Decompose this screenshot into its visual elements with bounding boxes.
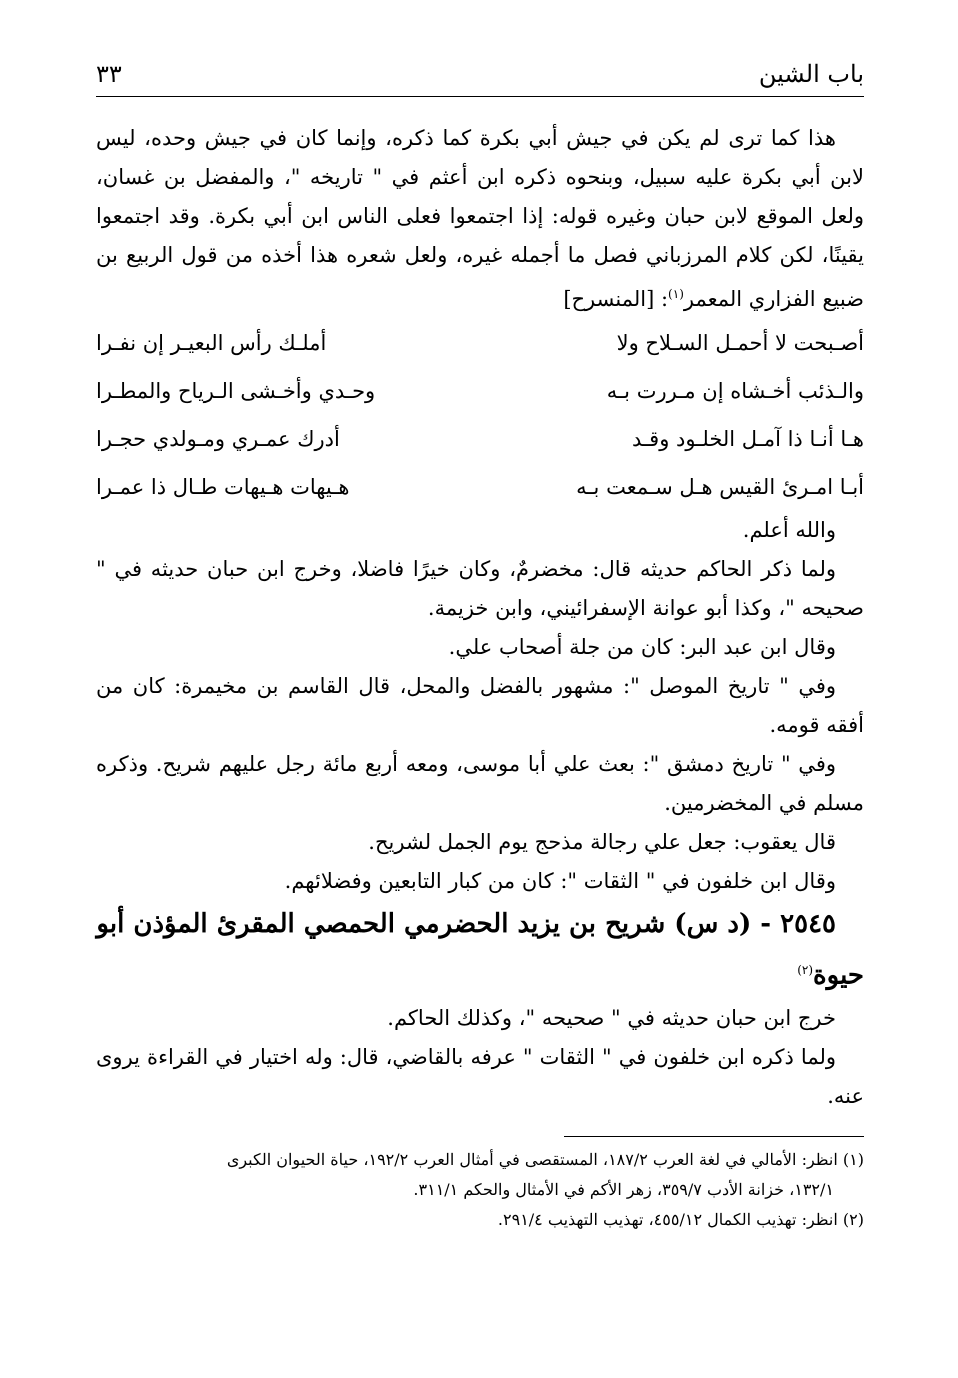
poem-verse — [96, 319, 864, 367]
footnote-1-line-1: (١) انظر: الأمالي في لغة العرب ١٨٧/٢، المستقصى في أمثال العرب ١٩٢/٢، حياة الحيوان الكبرى — [226, 1149, 864, 1169]
verse-first-hemistich: أبـا امـرئ القيس هـل سـمعت بـه — [576, 475, 864, 499]
footnotes — [96, 1145, 864, 1235]
paragraph-10: ولما ذكره ابن خلفون في " الثقات " عرفه بالقاضي، قال: وله اختيار في القراءة يروى عنه. — [96, 1044, 864, 1108]
biography-entry-heading — [96, 901, 864, 999]
poem-verse — [96, 463, 864, 511]
verse-first-hemistich: هـا أنـا ذا آمـل الخلـود وقـد — [631, 427, 864, 451]
paragraph-1-text: هذا كما ترى لم يكن في جيش أبي بكرة كما ذكره، وإنما كان في جيش وحده، ليس لابن أبي بكرة عليه سبيل، وبنحوه ذكره ابن أعثم في " تاريخه "، والمفضل بن غسان، ولعل الموقع لابن حبان وغيره قوله: إذا اجتمعوا فعلى الناس ابن أبي بكرة. وقد اجتمعوا يقينًا، لكن كلام المرزباني فصل ما أجمله غيره، ولعل شعره هذا أخذه من قول الربيع بن ضبيع الفزاري المعمر — [96, 126, 864, 311]
paragraph-8: وقال ابن خلفون في " الثقات ": كان من كبار التابعين وفضلائهم. — [284, 869, 836, 893]
poem — [96, 319, 864, 511]
page-body — [96, 119, 864, 1116]
poem-verse — [96, 367, 864, 415]
paragraph-4: وقال ابن عبد البر: كان من جلة أصحاب علي. — [448, 635, 836, 659]
verse-second-hemistich: وحـدي وأخـشى الـرياح والمطـرا — [96, 379, 376, 403]
page-header — [96, 56, 864, 97]
paragraph-1 — [96, 119, 864, 319]
verse-second-hemistich: أملـك رأس البعيـر إن نفـرا — [96, 331, 327, 355]
verse-first-hemistich: أصـبحت لا أحمـل السـلاح ولا — [616, 331, 864, 355]
chapter-title: باب الشين — [758, 60, 864, 88]
footnote-ref-1: (١) — [668, 287, 684, 301]
paragraph-2: والله أعلم. — [742, 518, 836, 542]
entry-title: ٢٥٤٥ - (د س) شريح بن يزيد الحضرمي الحمصي المقرئ المؤذن أبو حيوة — [96, 909, 864, 991]
footnote-1-line-2: ١٣٢/١، خزانة الأدب ٣٥٩/٧، زهر الأكم في الأمثال والحكم ٣١١/١. — [413, 1179, 834, 1199]
verse-first-hemistich: والـذئب أخـشاه إن مـررت بـه — [606, 379, 864, 403]
footnote-2-line-1: (٢) انظر: تهذيب الكمال ٤٥٥/١٢، تهذيب التهذيب ٢٩١/٤. — [497, 1209, 864, 1229]
paragraph-7: قال يعقوب: جعل علي رجالة مذحج يوم الجمل لشريح. — [368, 830, 836, 854]
footnote-ref-2: (٢) — [797, 963, 814, 977]
footnote-2 — [96, 1205, 864, 1235]
paragraph-3: ولما ذكر الحاكم حديثه قال: مخضرمٌ، وكان خيرًا فاضلا، وخرج ابن حبان حديثه في " صحيحه "، وكذا أبو عوانة الإسفرائيني، وابن خزيمة. — [96, 557, 864, 620]
book-page — [96, 56, 864, 1235]
footnote-divider — [564, 1136, 864, 1137]
footnote-1 — [96, 1145, 864, 1205]
paragraph-6: وفي " تاريخ دمشق ": بعث علي أبا موسى، ومعه أربع مائة رجل عليهم شريح. وذكره مسلم في المخضرمين. — [96, 752, 864, 815]
paragraph-9: خرج ابن حبان حديثه في " صحيحه "، وكذلك الحاكم. — [387, 1005, 836, 1030]
page-number: ٣٣ — [96, 60, 122, 88]
poem-meter: : [المنسرح] — [563, 287, 669, 311]
verse-second-hemistich: هـيهات هـيهات طـال ذا عمـرا — [96, 475, 350, 499]
verse-second-hemistich: أدرك عمـري ومـولدي حجـرا — [96, 427, 340, 451]
paragraph-5: وفي " تاريخ الموصل ": مشهور بالفضل والمحل، قال القاسم بن مخيمرة: كان من أفقه قومه. — [96, 674, 864, 737]
poem-verse — [96, 415, 864, 463]
